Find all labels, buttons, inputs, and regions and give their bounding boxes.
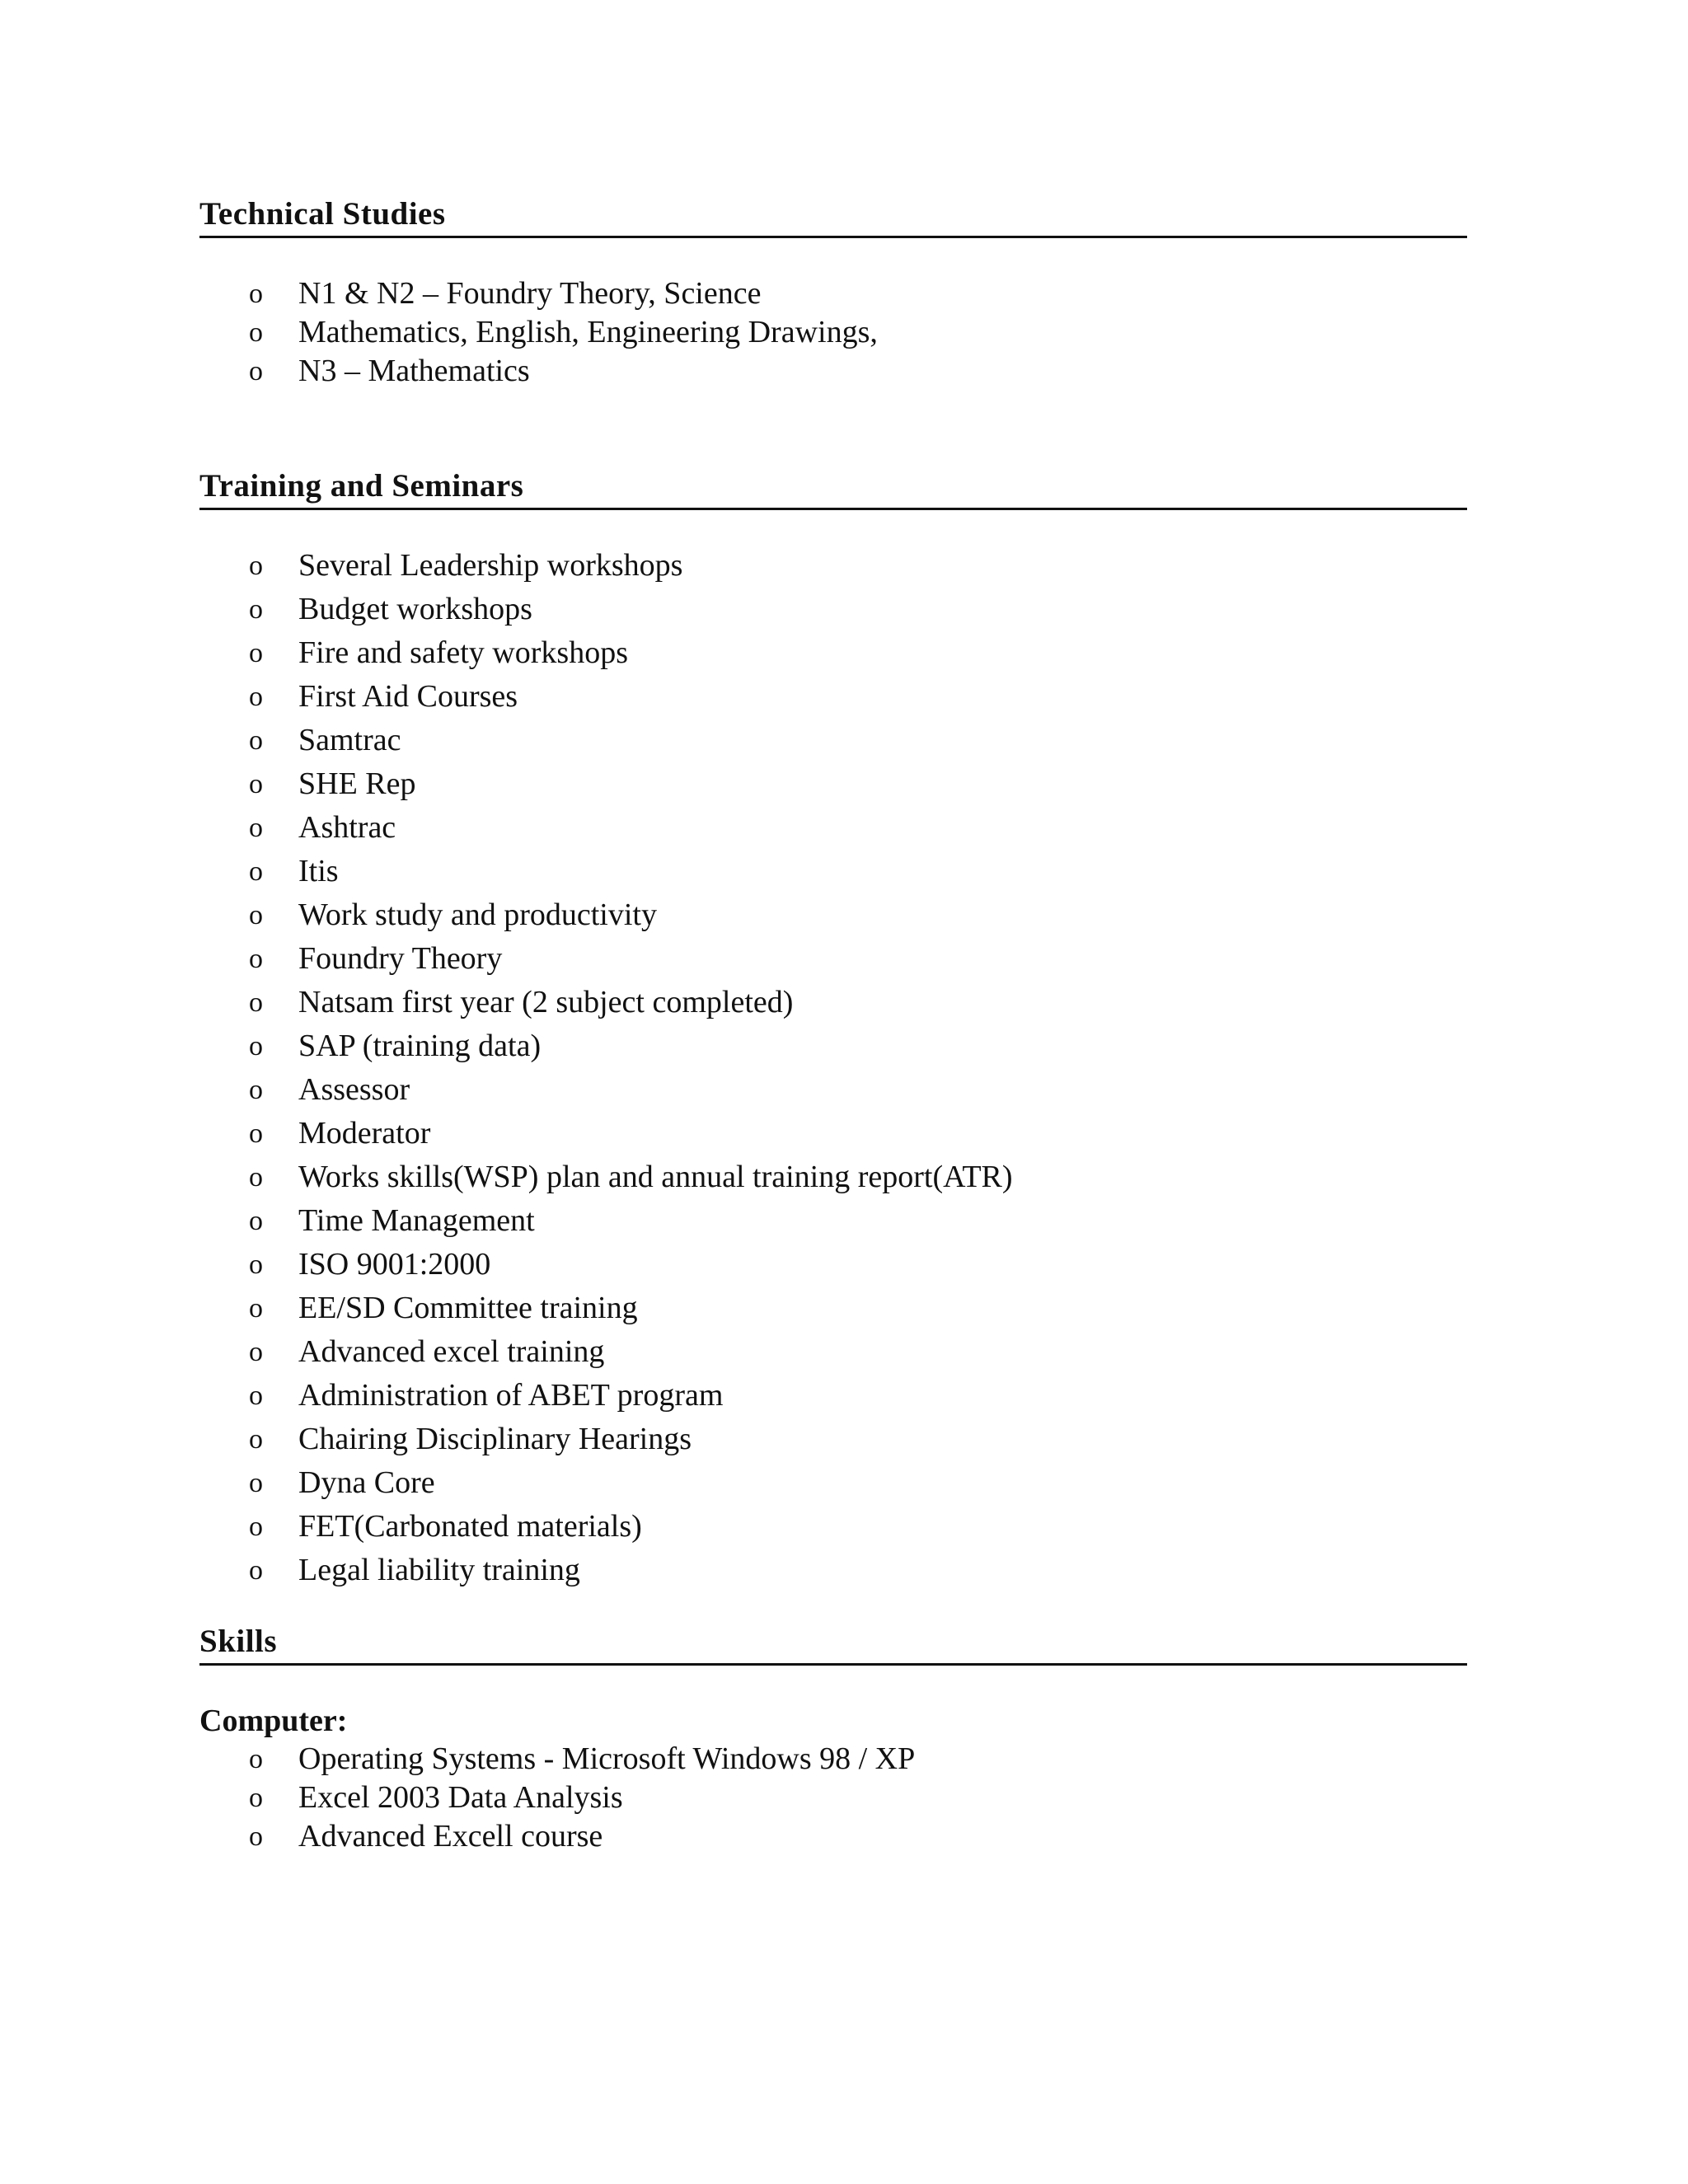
bullet-icon: o [249,1511,263,1542]
bullet-icon: o [249,279,263,309]
bullet-icon: o [249,317,263,348]
bullet-icon: o [249,1337,263,1367]
bullet-icon: o [249,594,263,625]
bullet-icon: o [249,1555,263,1586]
technical-studies-heading: Technical Studies [199,194,1467,238]
list-item: o N3 – Mathematics [199,352,1467,391]
list-item: o Fire and safety workshops [199,631,1467,675]
bullet-icon: o [249,1162,263,1193]
training-heading: Training and Seminars [199,466,1467,510]
bullet-icon: o [249,1468,263,1498]
bullet-icon: o [249,813,263,843]
list-item: o Budget workshops [199,588,1467,631]
list-item: o Moderator [199,1112,1467,1155]
bullet-icon: o [249,725,263,756]
bullet-icon: o [249,638,263,668]
bullet-icon: o [249,1206,263,1236]
training-list [199,544,1467,1592]
bullet-icon: o [249,900,263,930]
bullet-icon: o [249,1821,263,1852]
bullet-icon: o [249,682,263,712]
bullet-icon: o [249,356,263,387]
training-section [199,466,1467,1592]
bullet-icon: o [249,1783,263,1813]
bullet-icon: o [249,856,263,887]
skills-heading: Skills [199,1622,1467,1666]
list-item: o Time Management [199,1199,1467,1243]
list-item: o Work study and productivity [199,893,1467,937]
list-item: o Advanced excel training [199,1330,1467,1374]
list-item: o Itis [199,850,1467,893]
list-item: o Legal liability training [199,1549,1467,1592]
list-item: o Dyna Core [199,1461,1467,1505]
list-item: o Ashtrac [199,806,1467,850]
list-item: o Advanced Excell course [199,1817,1467,1856]
bullet-icon: o [249,1293,263,1324]
bullet-icon: o [249,1380,263,1411]
list-item: o Administration of ABET program [199,1374,1467,1418]
list-item: o Excel 2003 Data Analysis [199,1779,1467,1817]
list-item: o Works skills(WSP) plan and annual training report(ATR) [199,1155,1467,1199]
bullet-icon: o [249,1075,263,1105]
bullet-icon: o [249,987,263,1018]
computer-skills-list [199,1740,1467,1856]
skills-section [199,1622,1467,1856]
list-item: o Mathematics, English, Engineering Drawings, [199,313,1467,352]
list-item: o Operating Systems - Microsoft Windows 98 / XP [199,1740,1467,1779]
computer-subheading: Computer: [199,1704,348,1738]
list-item: o SAP (training data) [199,1024,1467,1068]
list-item: o N1 & N2 – Foundry Theory, Science [199,274,1467,313]
bullet-icon: o [249,1031,263,1062]
list-item: o Several Leadership workshops [199,544,1467,588]
list-item: o FET(Carbonated materials) [199,1505,1467,1549]
technical-studies-section [199,194,1467,391]
bullet-icon: o [249,769,263,799]
list-item: o Assessor [199,1068,1467,1112]
bullet-icon: o [249,1249,263,1280]
technical-studies-list [199,274,1467,391]
bullet-icon: o [249,1424,263,1455]
bullet-icon: o [249,944,263,974]
list-item: o EE/SD Committee training [199,1286,1467,1330]
list-item: o Natsam first year (2 subject completed) [199,981,1467,1024]
list-item: o Chairing Disciplinary Hearings [199,1418,1467,1461]
list-item: o First Aid Courses [199,675,1467,719]
bullet-icon: o [249,1118,263,1149]
list-item: o ISO 9001:2000 [199,1243,1467,1286]
list-item: o Samtrac [199,719,1467,762]
bullet-icon: o [249,1744,263,1774]
bullet-icon: o [249,551,263,581]
list-item: o Foundry Theory [199,937,1467,981]
list-item: o SHE Rep [199,762,1467,806]
